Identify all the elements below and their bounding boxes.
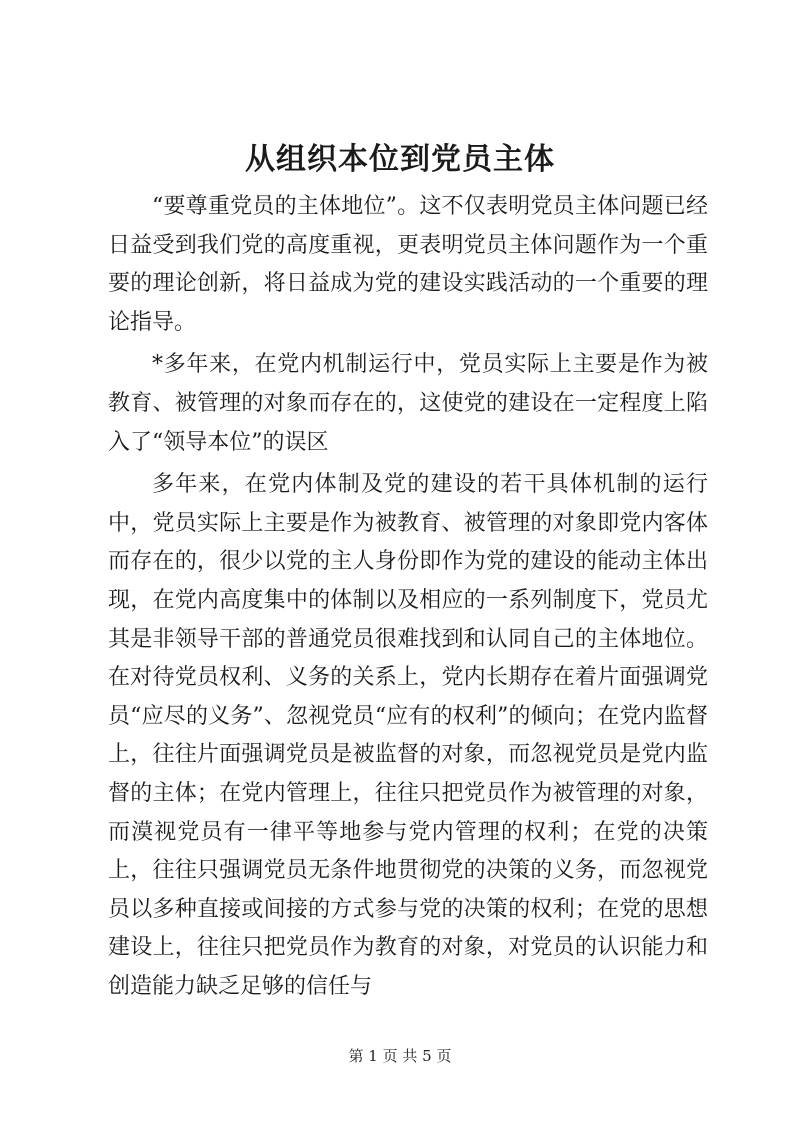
document-title: 从组织本位到党员主体 bbox=[245, 142, 555, 177]
paragraph-intro: “要尊重党员的主体地位”。这不仅表明党员主体问题已经日益受到我们党的高度重视，更表明党员主体问题作为一个重要的理论创新，将日益成为党的建设实践活动的一个重要的理论指导。 bbox=[108, 194, 708, 335]
paragraph-heading: *多年来，在党内机制运行中，党员实际上主要是作为被教育、被管理的对象而存在的，这使党的建设在一定程度上陷入了“领导本位”的误区 bbox=[108, 352, 708, 455]
paragraph-main: 多年来，在党内体制及党的建设的若干具体机制的运行中，党员实际上主要是作为被教育、被管理的对象即党内客体而存在的，很少以党的主人身份即作为党的建设的能动主体出现，在党内高度集中的体制以及相应的一系列制度下，党员尤其是非领导干部的普通党员很难找到和认同自己的主体地位。在对待党员权利、义务的关系上，党内长期存在着片面强调党员“应尽的义务”、忽视党员“应有的权利”的倾向；在党内监督上，往往片面强调党员是被监督的对象，而忽视党员是党内监督的主体；在党内管理上，往往只把党员作为被管理的对象，而漠视党员有一律平等地参与党内管理的权利；在党的决策上，往往只强调党员无条件地贯彻党的决策的义务，而忽视党员以多种直接或间接的方式参与党的决策的权利；在党的思想建设上，往往只把党员作为教育的对象，对党员的认识能力和创造能力缺乏足够的信任与 bbox=[108, 472, 708, 999]
document-body bbox=[108, 188, 708, 1006]
page-number-footer: 第 1 页 共 5 页 bbox=[348, 1047, 452, 1065]
